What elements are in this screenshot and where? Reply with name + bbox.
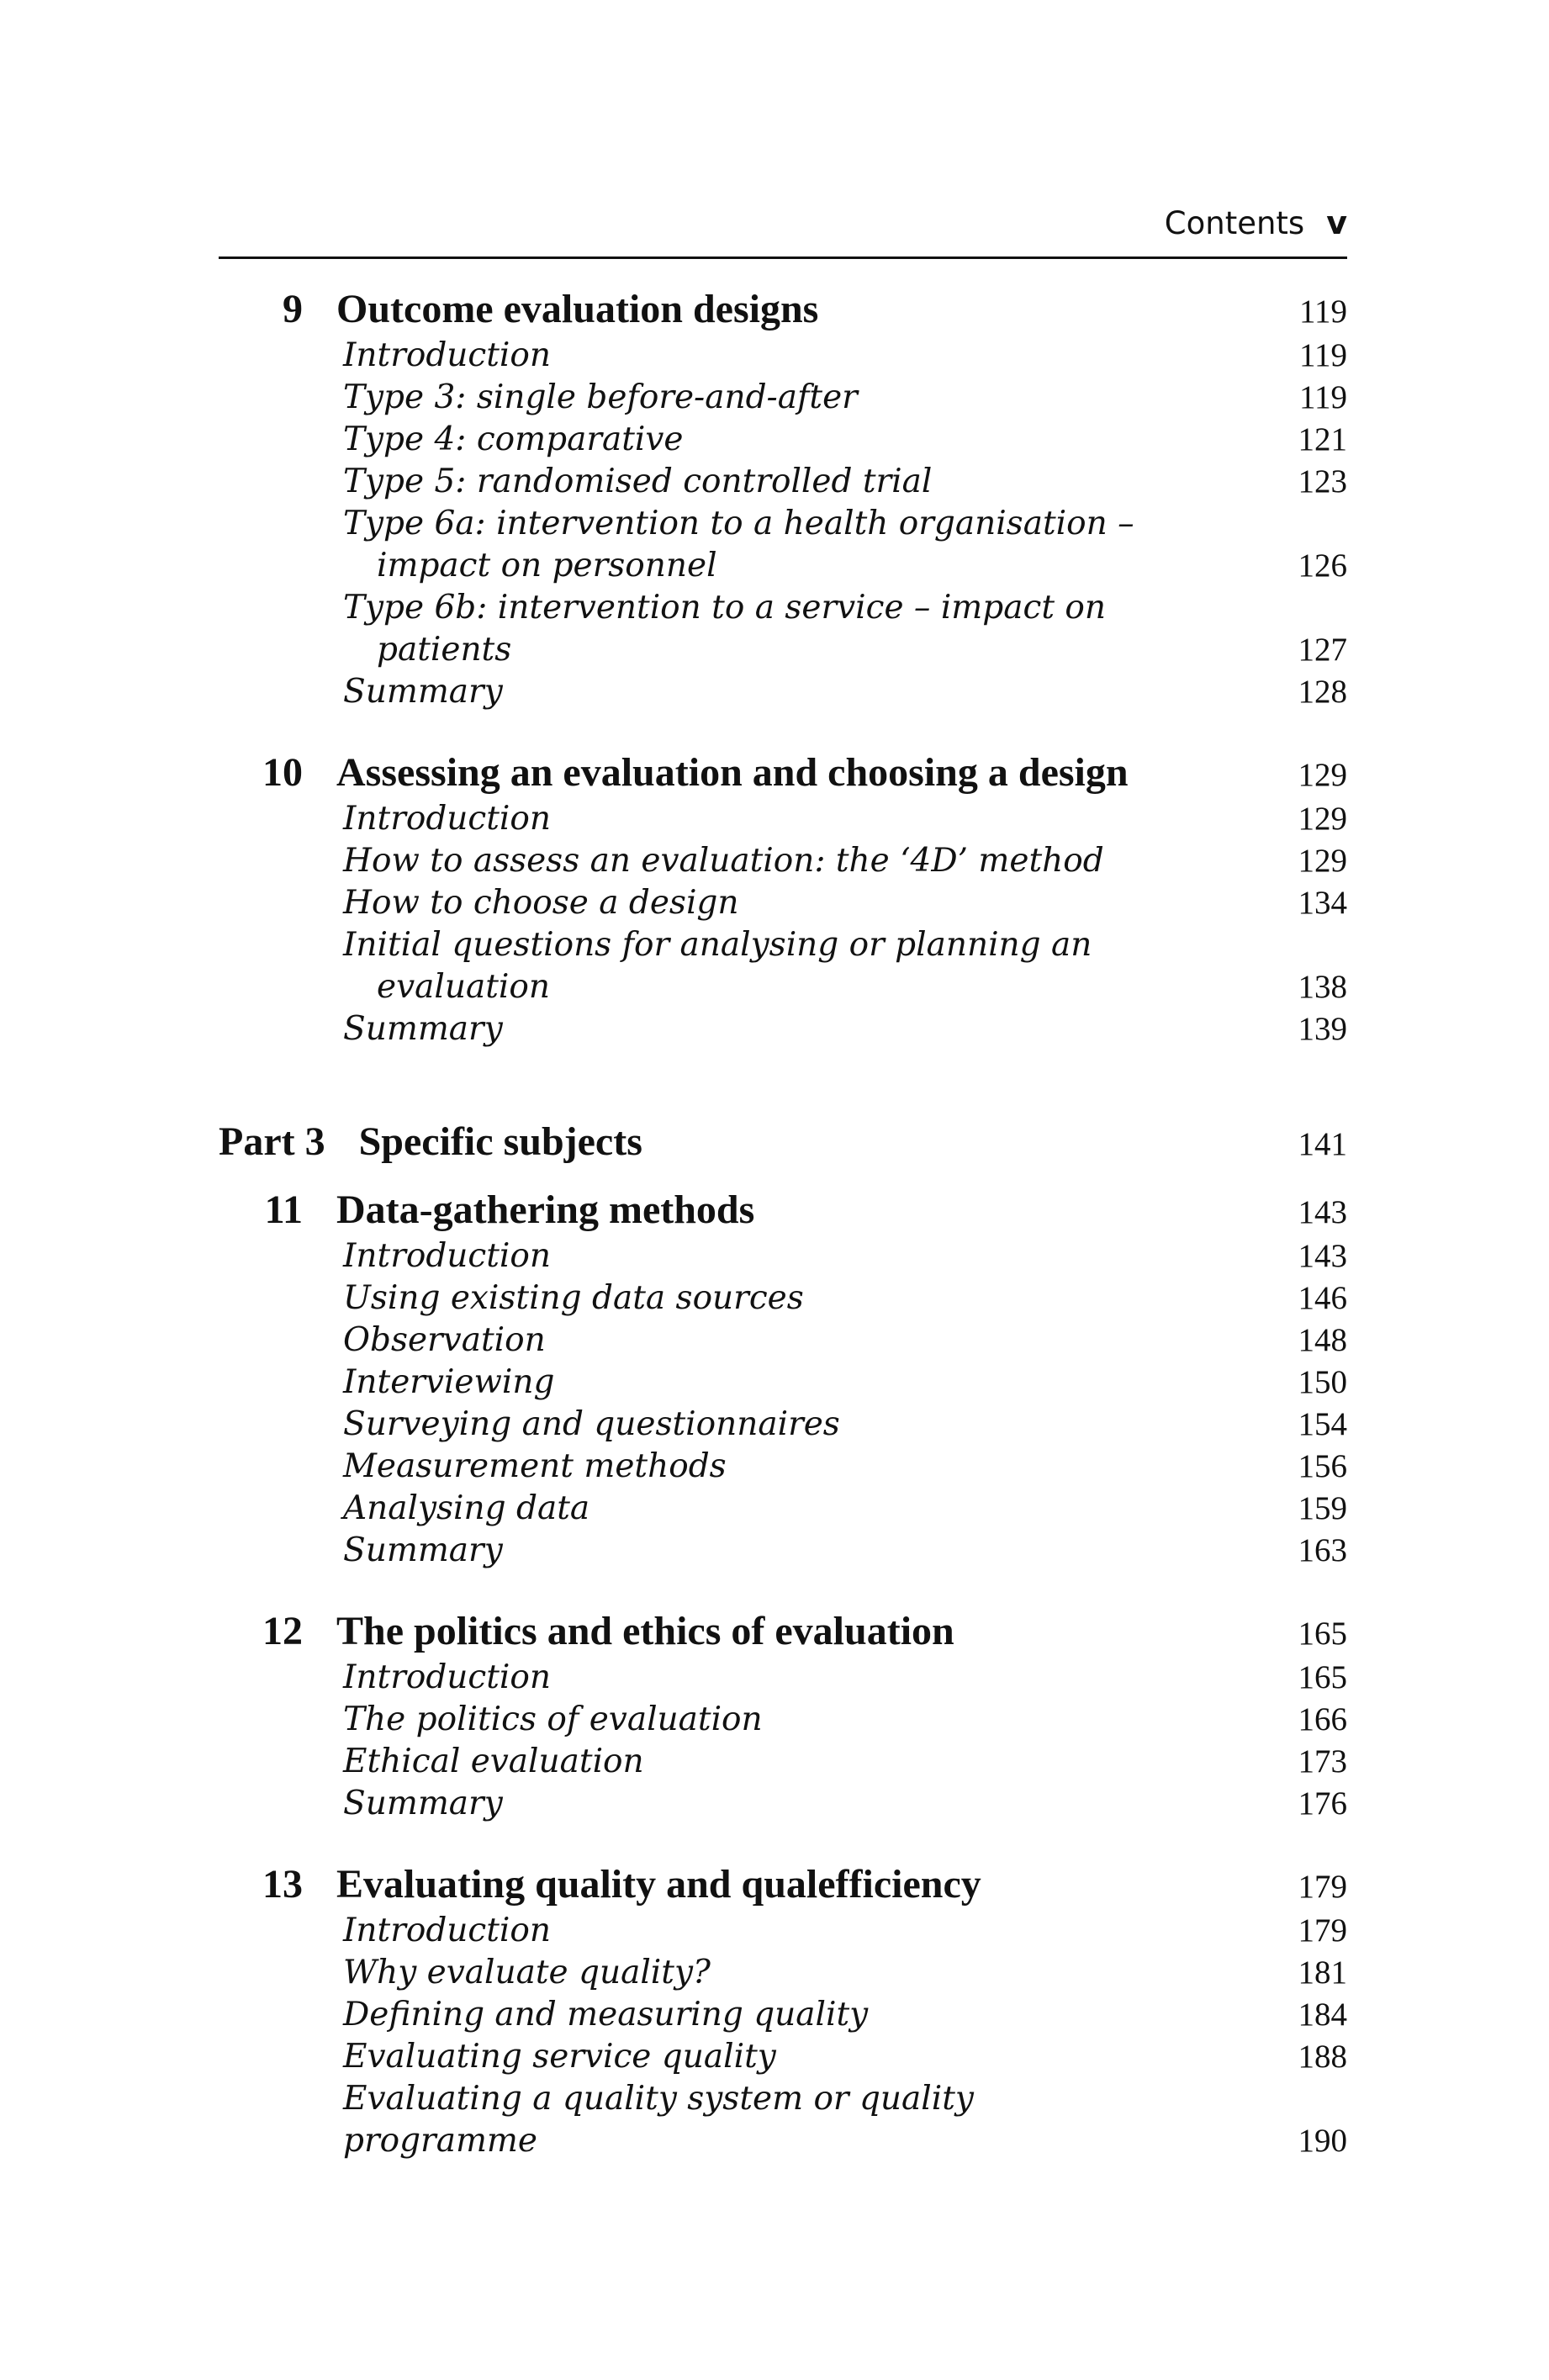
section-entry-title: [219, 1783, 1246, 1825]
section-entry-page-number: 126: [1298, 547, 1347, 584]
section-entry-title-line: Introduction: [343, 1237, 551, 1275]
chapter-number: 12: [262, 1609, 303, 1653]
section-entry-page-number: 166: [1298, 1701, 1347, 1737]
section-entry-title: [219, 587, 1246, 671]
section-entry-page-number: 129: [1298, 843, 1347, 879]
section-entry-title: [219, 1699, 1246, 1741]
chapter-heading: [219, 1609, 1347, 1657]
section-entry-title: [219, 840, 1246, 882]
section-entry-title-line: Observation: [343, 1321, 546, 1359]
section-entry: [219, 1404, 1347, 1446]
section-entry-page-number: 143: [1298, 1238, 1347, 1274]
chapter-page-number: 119: [1298, 294, 1347, 330]
section-entry: [219, 1008, 1347, 1050]
section-entry-title-continuation: patients: [377, 631, 512, 669]
chapters-before-part: [219, 287, 1347, 1050]
section-entry: [219, 924, 1347, 1008]
section-entry: [219, 1994, 1347, 2036]
section-entry-page-number: 139: [1298, 1011, 1347, 1047]
section-entry: [219, 671, 1347, 713]
table-of-contents: [219, 287, 1347, 2199]
section-entry: [219, 503, 1347, 587]
section-entry: [219, 461, 1347, 503]
running-head: [219, 204, 1347, 243]
section-entry: [219, 1783, 1347, 1825]
chapter-number: 11: [264, 1187, 303, 1232]
section-entry: [219, 1277, 1347, 1320]
section-entry-page-number: 146: [1298, 1280, 1347, 1316]
section-entry: [219, 1699, 1347, 1741]
section-entry-title-line: Analysing data: [343, 1489, 590, 1527]
section-entry-title: [219, 335, 1246, 377]
section-entry-title-line: Type 3: single before-and-after: [343, 378, 858, 416]
section-entry-title: [219, 461, 1246, 503]
section-entry: [219, 587, 1347, 671]
section-entry-title-line: Introduction: [343, 1912, 551, 1949]
section-entry: [219, 882, 1347, 924]
section-entry-list: [219, 335, 1347, 713]
section-entry-title: [219, 1488, 1246, 1530]
section-entry: [219, 377, 1347, 419]
chapter-title: Evaluating quality and qualefficiency: [336, 1862, 981, 1907]
section-entry-title-line: Defining and measuring quality: [343, 1996, 869, 2034]
section-entry-title-line: The politics of evaluation: [343, 1700, 763, 1738]
section-entry-title-continuation: impact on personnel: [377, 547, 717, 584]
section-entry-page-number: 121: [1298, 421, 1347, 457]
section-entry-title: [219, 671, 1246, 713]
section-entry-title-line: Introduction: [343, 800, 551, 838]
section-entry-title-line: Measurement methods: [343, 1447, 727, 1485]
section-entry-title: [219, 1320, 1246, 1362]
chapter-page-number: 143: [1298, 1194, 1347, 1230]
section-entry-list: [219, 1910, 1347, 2162]
section-entry-title-line: How to assess an evaluation: the ‘4D’ method: [343, 842, 1104, 880]
chapter-page-number: 129: [1298, 757, 1347, 793]
chapter-heading: [219, 1187, 1347, 1235]
chapter-heading: [219, 750, 1347, 798]
section-entry-page-number: 159: [1298, 1490, 1347, 1526]
chapter-section: [219, 1609, 1347, 1825]
section-entry-title: [219, 1910, 1246, 1952]
section-entry-title: [219, 1994, 1246, 2036]
page-folio: v: [1326, 204, 1347, 241]
part-heading: [219, 1119, 1347, 1167]
section-entry-page-number: 154: [1298, 1406, 1347, 1442]
section-entry: [219, 1446, 1347, 1488]
section-entry-title: [219, 1277, 1246, 1320]
section-entry-page-number: 184: [1298, 1997, 1347, 2033]
section-entry-page-number: 156: [1298, 1448, 1347, 1484]
section-entry-title-line: Type 6b: intervention to a service – impact on: [343, 589, 1106, 627]
section-entry-title: [219, 1657, 1246, 1699]
section-entry-title: [219, 882, 1246, 924]
section-entry-title: [219, 503, 1246, 587]
chapter-section: [219, 287, 1347, 713]
section-entry: [219, 1320, 1347, 1362]
chapter-page-number: 179: [1298, 1869, 1347, 1905]
section-entry-title-line: Type 4: comparative: [343, 420, 684, 458]
section-entry: [219, 1362, 1347, 1404]
section-entry: [219, 1530, 1347, 1572]
section-entry-title-line: Evaluating service quality: [343, 2038, 776, 2076]
section-entry-title: [219, 1741, 1246, 1783]
section-entry-list: [219, 798, 1347, 1050]
section-entry-title-line: Ethical evaluation: [343, 1743, 644, 1780]
section-entry-page-number: 150: [1298, 1364, 1347, 1400]
section-entry-page-number: 176: [1298, 1785, 1347, 1822]
section-entry: [219, 1488, 1347, 1530]
chapter-heading: [219, 287, 1347, 335]
section-entry-page-number: 123: [1298, 463, 1347, 500]
section-entry: [219, 419, 1347, 461]
section-entry: [219, 1952, 1347, 1994]
section-entry: [219, 1910, 1347, 1952]
section-entry-title: [219, 2078, 1246, 2162]
part-title: Specific subjects: [358, 1119, 642, 1164]
section-entry-title: [219, 1235, 1246, 1277]
section-entry-title-line: Interviewing: [343, 1363, 555, 1401]
section-entry-page-number: 173: [1298, 1743, 1347, 1780]
part-page-number: 141: [1298, 1126, 1347, 1162]
section-entry: [219, 798, 1347, 840]
section-entry-title-continuation: evaluation: [377, 968, 550, 1006]
section-entry-title: [219, 2036, 1246, 2078]
section-entry-title: [219, 1530, 1246, 1572]
section-entry: [219, 1741, 1347, 1783]
chapter-section: [219, 1862, 1347, 2162]
chapter-number: 10: [262, 750, 303, 795]
section-entry-title-line: Type 6a: intervention to a health organisation –: [343, 505, 1134, 542]
section-entry: [219, 1235, 1347, 1277]
section-entry-title-line: Summary: [343, 673, 503, 711]
book-page: [219, 0, 1347, 2380]
section-entry-title: [219, 798, 1246, 840]
chapter-section: [219, 1187, 1347, 1572]
section-entry-page-number: 188: [1298, 2039, 1347, 2075]
chapter-number: 9: [283, 287, 303, 331]
section-entry-title-line: Surveying and questionnaires: [343, 1405, 840, 1443]
section-entry: [219, 1657, 1347, 1699]
section-entry-page-number: 119: [1298, 379, 1347, 415]
section-entry-list: [219, 1235, 1347, 1572]
section-entry: [219, 840, 1347, 882]
section-entry-title-line: Why evaluate quality?: [343, 1954, 711, 1991]
section-entry: [219, 335, 1347, 377]
section-entry-page-number: 181: [1298, 1954, 1347, 1991]
section-entry-page-number: 119: [1298, 337, 1347, 373]
chapter-section: [219, 750, 1347, 1050]
section-entry-page-number: 128: [1298, 674, 1347, 710]
section-entry-title-line: Introduction: [343, 336, 551, 374]
part-label: Part 3: [219, 1119, 325, 1164]
running-head-label: Contents: [1164, 205, 1305, 241]
section-entry-page-number: 134: [1298, 885, 1347, 921]
section-entry-page-number: 129: [1298, 801, 1347, 837]
section-entry-title-line: Evaluating a quality system or quality programme: [343, 2080, 974, 2160]
section-entry-title-line: Summary: [343, 1785, 503, 1822]
section-entry-title-line: How to choose a design: [343, 884, 739, 922]
section-entry-title-line: Summary: [343, 1010, 503, 1048]
section-entry-list: [219, 1657, 1347, 1825]
chapter-title: Outcome evaluation designs: [336, 287, 819, 331]
section-entry-title-line: Summary: [343, 1531, 503, 1569]
section-entry-title-line: Type 5: randomised controlled trial: [343, 463, 933, 500]
section-entry-title: [219, 1362, 1246, 1404]
section-entry-title: [219, 419, 1246, 461]
section-entry-title: [219, 924, 1246, 1008]
section-entry-title-line: Introduction: [343, 1658, 551, 1696]
section-entry: [219, 2078, 1347, 2162]
chapters-after-part: [219, 1187, 1347, 2162]
section-entry-page-number: 179: [1298, 1912, 1347, 1949]
section-entry-title-line: Using existing data sources: [343, 1279, 804, 1317]
section-entry-title-line: Initial questions for analysing or planning an: [343, 926, 1092, 964]
chapter-page-number: 165: [1298, 1616, 1347, 1652]
section-entry-page-number: 163: [1298, 1532, 1347, 1568]
chapter-title: The politics and ethics of evaluation: [336, 1609, 954, 1653]
chapter-title: Assessing an evaluation and choosing a design: [336, 750, 1129, 795]
header-rule: [219, 257, 1347, 259]
chapter-title: Data-gathering methods: [336, 1187, 755, 1232]
section-entry-page-number: 165: [1298, 1659, 1347, 1695]
section-entry-title: [219, 1404, 1246, 1446]
section-entry-title: [219, 377, 1246, 419]
section-entry-title: [219, 1446, 1246, 1488]
section-entry-title: [219, 1952, 1246, 1994]
section-entry: [219, 2036, 1347, 2078]
section-entry-page-number: 190: [1298, 2123, 1347, 2159]
section-entry-page-number: 138: [1298, 969, 1347, 1005]
section-entry-title: [219, 1008, 1246, 1050]
section-entry-page-number: 148: [1298, 1322, 1347, 1358]
section-entry-page-number: 127: [1298, 632, 1347, 668]
chapter-heading: [219, 1862, 1347, 1910]
chapter-number: 13: [262, 1862, 303, 1907]
